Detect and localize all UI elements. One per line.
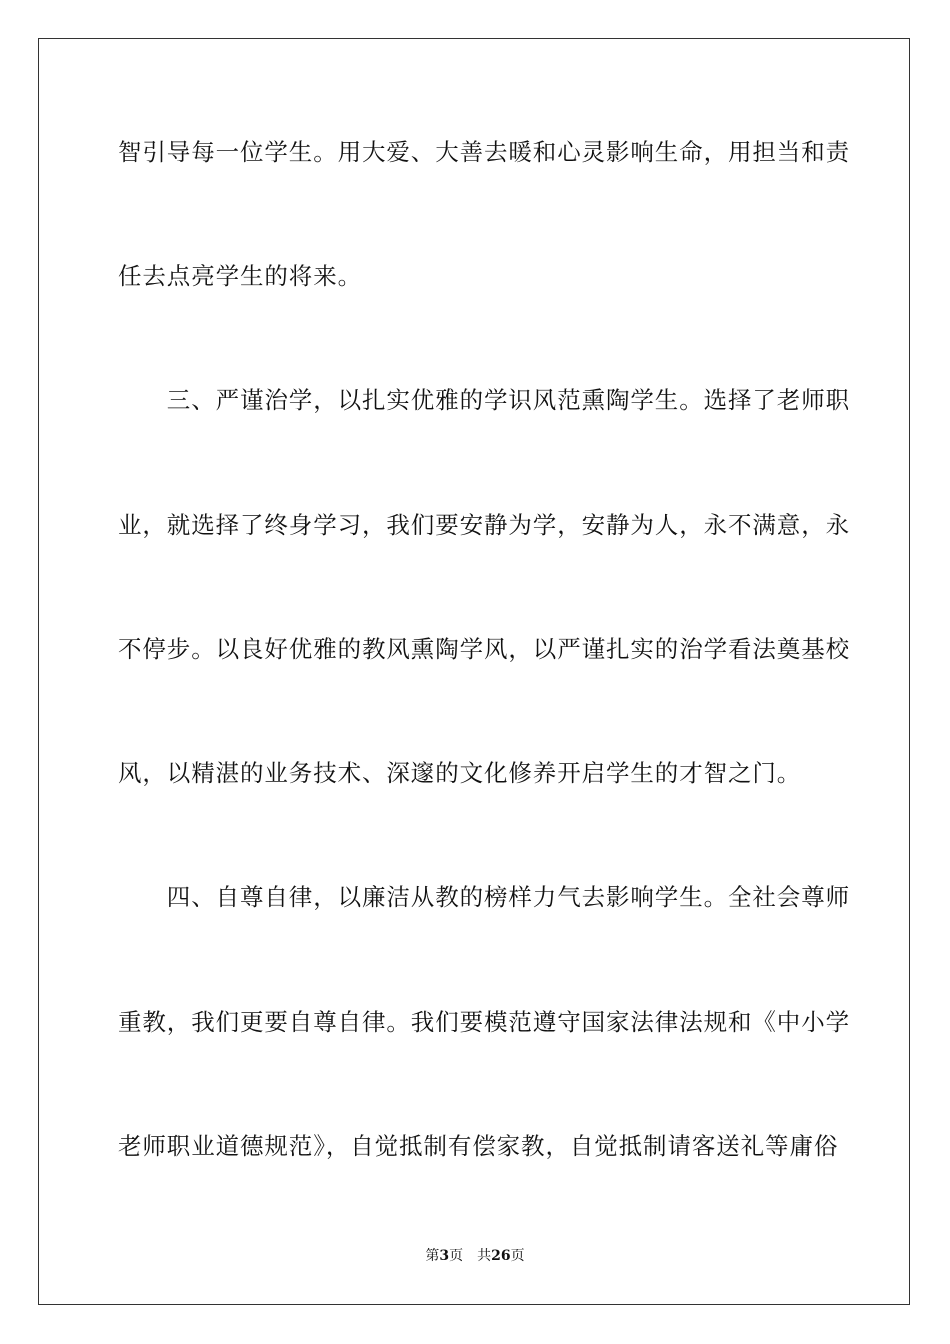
text-line-5: 不停步。以良好优雅的教风熏陶学风，以严谨扎实的治学看法奠基校 [118,635,850,663]
current-page-number: 3 [439,1248,450,1264]
text-line-1: 智引导每一位学生。用大爱、大善去暖和心灵影响生命，用担当和责 [118,138,850,166]
page-footer [0,1246,950,1266]
footer-prefix: 第 [425,1248,440,1264]
text-line-9: 老师职业道德规范》，自觉抵制有偿家教，自觉抵制请客送礼等庸俗 [118,1132,839,1160]
page-border [38,38,910,1305]
text-line-3: 三、严谨治学，以扎实优雅的学识风范熏陶学生。选择了老师职 [118,386,850,414]
text-line-6: 风，以精湛的业务技术、深邃的文化修养开启学生的才智之门。 [118,759,802,787]
total-pages-number: 26 [491,1248,511,1264]
text-line-7: 四、自尊自律，以廉洁从教的榜样力气去影响学生。全社会尊师 [118,883,850,911]
text-line-2: 任去点亮学生的将来。 [118,262,362,290]
text-line-4: 业，就选择了终身学习，我们要安静为学，安静为人，永不满意，永 [118,511,850,539]
text-line-8: 重教，我们更要自尊自律。我们要模范遵守国家法律法规和《中小学 [118,1008,850,1036]
footer-middle: 页 共 [449,1248,492,1264]
footer-suffix: 页 [510,1248,525,1264]
